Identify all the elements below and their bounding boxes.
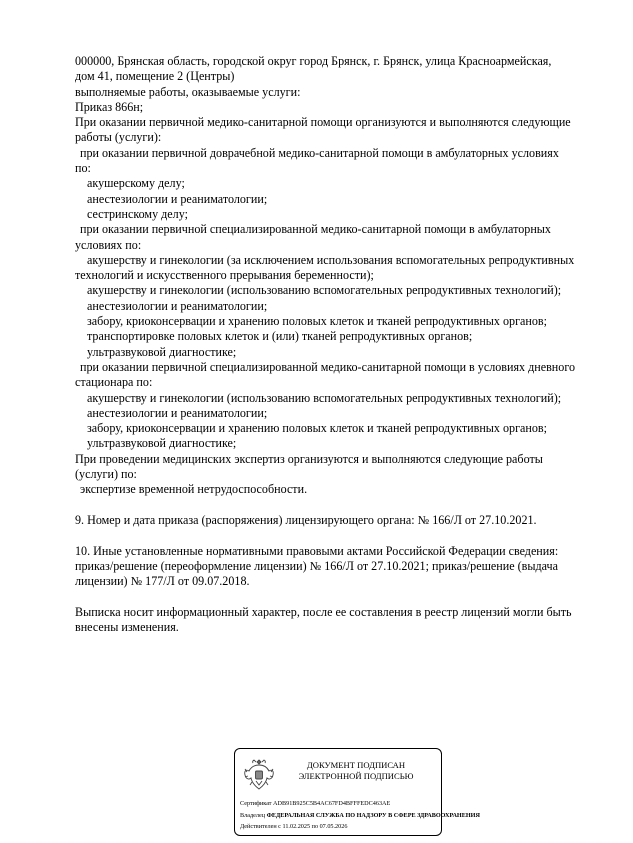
expertise-intro-2: (услуги) по:: [75, 467, 137, 482]
item-10-line-1: 10. Иные установленные нормативными правовыми актами Российской Федерации сведения:: [75, 543, 559, 558]
list-item: анестезиологии и реаниматологии;: [87, 298, 268, 313]
spacer: [75, 498, 605, 513]
certificate-value: ADB91B925C5B4AC67FD4BFFFEDC463AE: [273, 800, 391, 807]
list-item-continued: технологий и искусственного прерывания беременности);: [75, 268, 374, 283]
stamp-title: [281, 760, 431, 782]
document-body: [75, 54, 605, 635]
coat-of-arms-icon: [243, 757, 275, 793]
item-10-line-3: лицензии) № 177/Л от 09.07.2018.: [75, 574, 250, 589]
section-day-hospital-1: при оказании первичной специализированной медико-санитарной помощи в условиях дневного: [80, 359, 576, 374]
list-item: ультразвуковой диагностике;: [87, 436, 237, 451]
certificate-label: Сертификат: [240, 800, 272, 807]
notice-line-1: Выписка носит информационный характер, после ее составления в реестр лицензий могли быть: [75, 604, 572, 619]
electronic-signature-stamp: [234, 748, 480, 836]
stamp-title-line-2: ЭЛЕКТРОННОЙ ПОДПИСЬЮ: [298, 771, 414, 781]
works-heading: выполняемые работы, оказываемые услуги:: [75, 84, 301, 99]
section-specialized-outpatient-1: при оказании первичной специализированной медико-санитарной помощи в амбулаторных: [80, 222, 551, 237]
section-prehospital-2: по:: [75, 161, 91, 176]
list-item: акушерству и гинекологии (использованию вспомогательных репродуктивных технологий);: [87, 283, 562, 298]
list-item: забору, криоконсервации и хранению половых клеток и тканей репродуктивных органов;: [87, 421, 547, 436]
list-item: транспортировке половых клеток и (или) тканей репродуктивных органов;: [87, 329, 473, 344]
expertise-intro-1: При проведении медицинских экспертиз организуются и выполняются следующие работы: [75, 451, 543, 466]
list-item: сестринскому делу;: [87, 206, 188, 221]
list-item: анестезиологии и реаниматологии;: [87, 191, 268, 206]
owner-row: [240, 810, 480, 822]
spacer: [75, 528, 605, 543]
owner-label: Владелец: [240, 811, 266, 819]
list-item: акушерству и гинекологии (использованию вспомогательных репродуктивных технологий);: [87, 390, 562, 405]
section-day-hospital-2: стационара по:: [75, 375, 153, 390]
stamp-details: [240, 798, 480, 833]
list-item: ультразвуковой диагностике;: [87, 344, 237, 359]
address-line-1: 000000, Брянская область, городской округ город Брянск, г. Брянск, улица Красноармейская,: [75, 54, 552, 68]
section-prehospital-1: при оказании первичной доврачебной медико-санитарной помощи в амбулаторных условиях: [80, 145, 559, 160]
primary-care-intro-2: работы (услуги):: [75, 130, 162, 145]
list-item: акушерскому делу;: [87, 176, 185, 191]
list-item: забору, криоконсервации и хранению половых клеток и тканей репродуктивных органов;: [87, 314, 547, 329]
section-specialized-outpatient-2: условиях по:: [75, 237, 142, 252]
list-item: анестезиологии и реаниматологии;: [87, 405, 268, 420]
primary-care-intro-1: При оказании первичной медико-санитарной помощи организуются и выполняются следующие: [75, 115, 571, 130]
stamp-title-line-1: ДОКУМЕНТ ПОДПИСАН: [306, 760, 406, 770]
order-ref: Приказ 866н;: [75, 99, 144, 114]
notice-line-2: внесены изменения.: [75, 619, 179, 634]
owner-value: ФЕДЕРАЛЬНАЯ СЛУЖБА ПО НАДЗОРУ В СФЕРЕ ЗДРАВООХРАНЕНИЯ: [266, 811, 480, 819]
validity-row: Действителен с 11.02.2025 по 07.05.2026: [240, 823, 348, 830]
spacer: [75, 589, 605, 604]
item-9: 9. Номер и дата приказа (распоряжения) лицензирующего органа: № 166/Л от 27.10.2021.: [75, 512, 537, 527]
list-item: экспертизе временной нетрудоспособности.: [80, 482, 308, 497]
item-10-line-2: приказ/решение (переоформление лицензии) № 166/Л от 27.10.2021; приказ/решение (выдача: [75, 558, 558, 573]
list-item: акушерству и гинекологии (за исключением использования вспомогательных репродуктивных: [87, 252, 575, 267]
certificate-row: [240, 798, 480, 810]
address-line-2: дом 41, помещение 2 (Центры): [75, 69, 235, 84]
